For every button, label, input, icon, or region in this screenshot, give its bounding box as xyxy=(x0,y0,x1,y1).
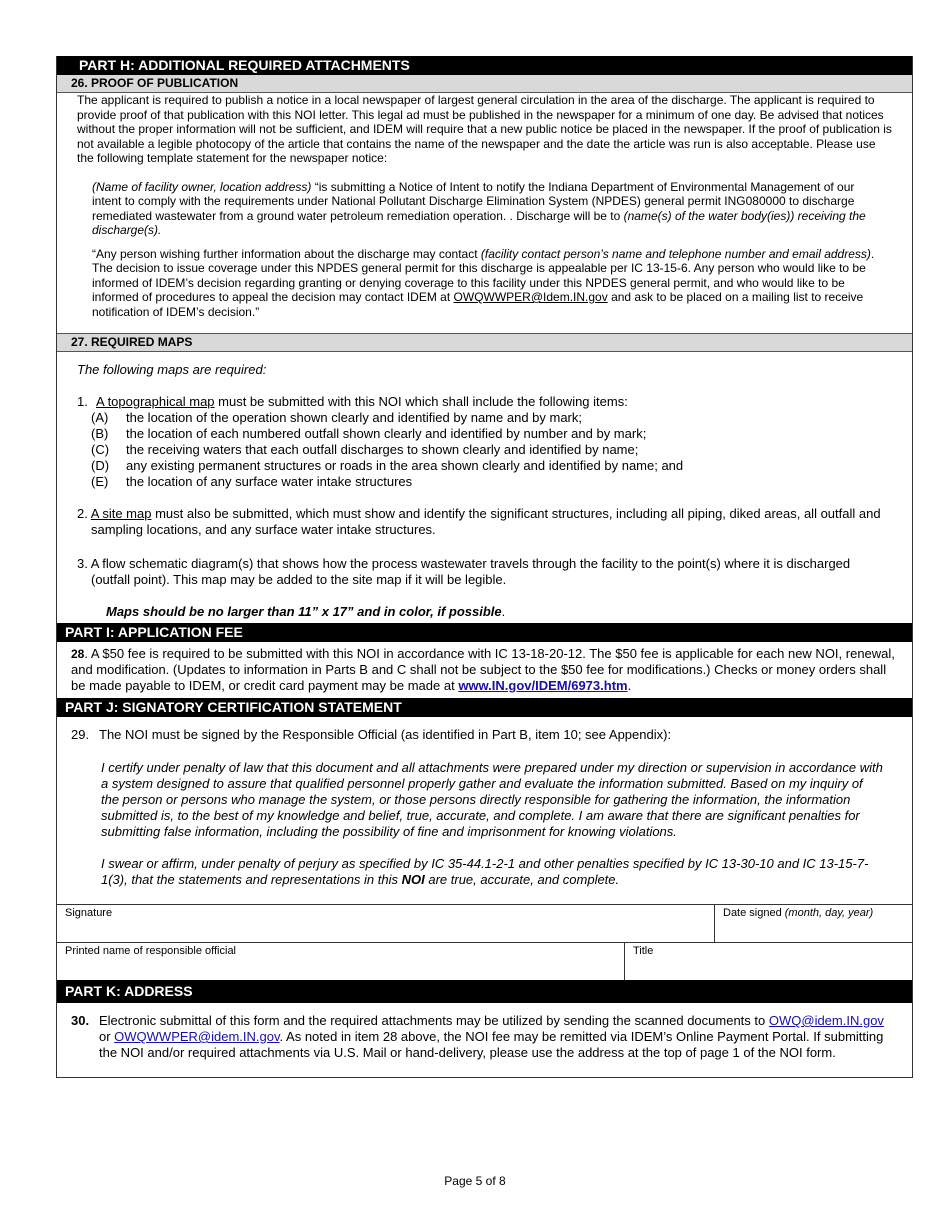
map-subitem: (C) the receiving waters that each outfall discharges to shown clearly and identified by name; xyxy=(91,442,639,457)
owq-email-link[interactable]: OWQ@idem.IN.gov xyxy=(768,1013,884,1028)
publication-intro: The applicant is required to publish a notice in a local newspaper of largest general circulation in the area of the discharge. The applicant is required to provide proof of that publication with this NOI letter. This legal ad must be published in the newspaper for a minimum of one day. Be advised that notices without the proper information will not be sufficient, and IDEM will require that a new public notice be placed in the newspaper. If the proof of publication is not available a legible photocopy of the article that contains the name of the newspaper and the date the article was run is also acceptable. Please use the following template statement for the newspaper notice: xyxy=(77,93,892,165)
map-item-3: 3. A flow schematic diagram(s) that shows how the process wastewater travels through the facility to the point(s) where it is discharged (outfall point). This map may be added to the site map if it will be legible. xyxy=(77,556,851,587)
noi-bold: NOI xyxy=(401,872,425,887)
certification-statement: I certify under penalty of law that this document and all attachments were prepared under my direction or supervision in accordance with a system designed to assure that qualified personnel properly gather and evaluate the information submitted. Based on my inquiry of the person or persons who manage the system, or those persons directly responsible for gathering the information, the information submitted is, to the best of my knowledge and belief, true, accurate, and complete. I am aware that there are significant penalties for submitting false information, including the possibility of fine and imprisonment for knowing violations. xyxy=(101,760,883,839)
item-30-number: 30. xyxy=(71,1013,90,1028)
part-j-header: PART J: SIGNATORY CERTIFICATION STATEMENT xyxy=(57,698,912,717)
notice-template-paragraph-2 xyxy=(92,247,886,320)
map-item-2-number: 2. xyxy=(77,506,88,521)
topographical-map-label: A topographical map xyxy=(96,394,215,409)
printed-name-row xyxy=(57,942,912,980)
date-signed-field[interactable] xyxy=(715,905,912,942)
noi-form-page xyxy=(56,56,913,1078)
date-signed-label: Date signed xyxy=(723,907,785,919)
fee-text: . A $50 fee is required to be submitted with this NOI in accordance with IC 13-18-20-12. The $50 fee is applicable for each new NOI, renewal, and modification. (Updates to information in Parts B and C shall not be subject to the $50 fee for modifications.) Checks or money orders shall be made payable to IDEM, or credit card payment may be made at xyxy=(71,646,895,693)
part-k-body xyxy=(57,1003,912,1078)
maps-size-note: Maps should be no larger than 11” x 17” and in color, if possible. xyxy=(106,604,506,619)
item-29-text: The NOI must be signed by the Responsible Official (as identified in Part B, item 10; see Appendix): xyxy=(99,727,672,742)
section-26-header: 26. PROOF OF PUBLICATION xyxy=(57,75,912,93)
section-27-body xyxy=(57,362,912,620)
item-28-number: 28 xyxy=(71,647,85,661)
item-29-number: 29. xyxy=(71,727,90,742)
owqwwper-email-link[interactable]: OWQWWPER@Idem.IN.gov xyxy=(453,290,608,304)
fee-payment-link[interactable]: www.IN.gov/IDEM/6973.htm xyxy=(458,678,628,693)
map-subitem: (D) any existing permanent structures or roads in the area shown clearly and identified by name; and xyxy=(91,458,684,473)
section-27-header: 27. REQUIRED MAPS xyxy=(57,333,912,352)
printed-name-label: Printed name of responsible official xyxy=(65,945,237,957)
notice-contact-text: “Any person wishing further information about the discharge may contact xyxy=(92,246,481,261)
item-29 xyxy=(71,727,892,743)
date-format-hint: (month, day, year) xyxy=(784,907,874,919)
owner-placeholder: (Name of facility owner, location address) xyxy=(92,179,312,194)
map-subitems xyxy=(91,410,892,490)
fee-paragraph: 28. A $50 fee is required to be submitted with this NOI in accordance with IC 13-18-20-12. The $50 fee is applicable for each new NOI, renewal, and modification. (Updates to information in Parts B and C shall not be subject to the $50 fee for modifications.) Checks or money orders shall be made payable to IDEM, or credit card payment may be made at www.IN.gov/IDEM/6973.htm. xyxy=(71,646,895,693)
contact-placeholder: (facility contact person’s name and telephone number and email address) xyxy=(480,246,871,261)
signature-label: Signature xyxy=(65,907,113,919)
map-item-2-text: must also be submitted, which must show and identify the significant structures, including all piping, diked areas, all outfall and sampling locations, and any surface water intake structures. xyxy=(91,506,881,537)
printed-name-field[interactable] xyxy=(57,943,625,980)
signature-field[interactable] xyxy=(57,905,715,942)
water-body-placeholder: (name(s) of the water body(ies)) receiving the discharge(s). xyxy=(92,208,866,237)
map-item-1-text: must be submitted with this NOI which shall include the following items: xyxy=(214,394,628,409)
notice-appeal-text: . The decision to issue coverage under this NPDES general permit for this discharge is appealable per IC 13-15-6. Any person who would like to be informed of IDEM’s decision regarding granting or denying coverage to this facility under this NPDES general permit, and who would like to be informed of procedures to appeal the decision may contact IDEM at xyxy=(92,246,875,304)
owqwwper-email-link-2[interactable]: OWQWWPER@idem.IN.gov xyxy=(114,1029,280,1044)
maps-size-note-text: Maps should be no larger than 11” x 17” and in color, if possible xyxy=(106,604,502,619)
affirmation-statement: I swear or affirm, under penalty of perjury as specified by IC 35-44.1-2-1 and other penalties specified by IC 13-30-10 and IC 13-15-7-1(3), that the statements and representations in this NOI are true, accurate, and complete. xyxy=(101,856,869,887)
notice-template-paragraph-1 xyxy=(92,180,886,238)
address-paragraph: Electronic submittal of this form and the required attachments may be utilized by sending the scanned documents to OWQ@idem.IN.gov or OWQWWPER@idem.IN.gov. As noted in item 28 above, the NOI fee may be remitted via IDEM’s Online Payment Portal. If submitting the NOI and/or required attachments via U.S. Mail or hand-delivery, please use the address at the top of page 1 of the NOI form. xyxy=(99,1013,884,1060)
title-field[interactable] xyxy=(625,943,912,980)
part-j-body xyxy=(57,727,912,888)
map-subitem: (A) the location of the operation shown clearly and identified by name and by mark; xyxy=(91,410,582,425)
maps-intro: The following maps are required: xyxy=(77,362,267,377)
section-26-body xyxy=(57,93,912,319)
notice-mailing-text: and ask to be placed on a mailing list to receive notification of IDEM’s decision.” xyxy=(92,290,864,319)
map-item-1 xyxy=(77,394,892,410)
title-label: Title xyxy=(633,945,654,957)
page-number: Page 5 of 8 xyxy=(444,1174,506,1188)
map-item-2 xyxy=(77,506,892,538)
notice-template-text: “is submitting a Notice of Intent to notify the Indiana Department of Environmental Management of our intent to comply with the requirements under National Pollutant Discharge Elimination System (NPDES) general permit ING080000 to discharge remediated wastewater from a ground water petroleum remediation operation. . Discharge will be to xyxy=(92,179,855,223)
signature-row xyxy=(57,904,912,942)
map-item-1-number: 1. xyxy=(77,394,88,409)
map-subitem: (E) the location of any surface water intake structures xyxy=(91,474,413,489)
part-h-header: PART H: ADDITIONAL REQUIRED ATTACHMENTS xyxy=(57,56,912,75)
part-k-header: PART K: ADDRESS xyxy=(57,980,912,1003)
part-i-header: PART I: APPLICATION FEE xyxy=(57,623,912,642)
site-map-label: A site map xyxy=(90,506,152,521)
map-subitem: (B) the location of each numbered outfall shown clearly and identified by number and by mark; xyxy=(91,426,647,441)
part-i-body xyxy=(57,642,912,698)
